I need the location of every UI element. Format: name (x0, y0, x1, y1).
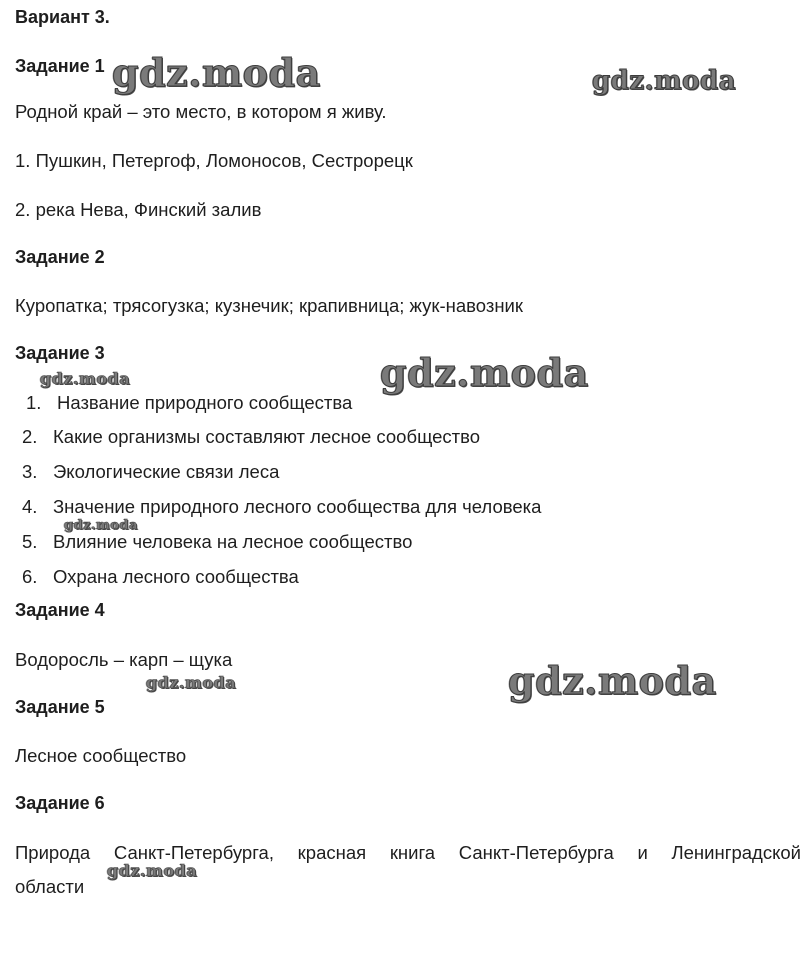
list-number: 5. (22, 531, 38, 552)
task-6-line-2: области (15, 876, 85, 897)
list-text: Значение природного лесного сообщества для человека (53, 496, 542, 517)
watermark: gdz.moda (146, 673, 237, 692)
task-1-line-2: 1. Пушкин, Петергоф, Ломоносов, Сестрорецк (15, 150, 413, 171)
task-3-list-item (22, 531, 412, 553)
list-number: 4. (22, 496, 38, 517)
list-number: 6. (22, 566, 38, 587)
list-text: Экологические связи леса (53, 461, 280, 482)
list-number: 2. (22, 426, 38, 447)
list-number: 3. (22, 461, 38, 482)
list-text: Название природного сообщества (57, 392, 353, 413)
watermark: gdz.moda (64, 518, 139, 533)
task-3-list-item (26, 392, 352, 414)
task-3-heading: Задание 3 (15, 343, 105, 363)
watermark: gdz.moda (508, 658, 717, 703)
task-1-line-3: 2. река Нева, Финский залив (15, 199, 262, 220)
variant-title: Вариант 3. (15, 7, 110, 27)
task-2-heading: Задание 2 (15, 247, 105, 267)
task-3-list-item (22, 461, 279, 483)
task-5-line-1: Лесное сообщество (15, 745, 187, 766)
watermark: gdz.moda (380, 350, 589, 395)
watermark: gdz.moda (107, 861, 198, 880)
task-3-list-item (22, 566, 299, 588)
watermark: gdz.moda (40, 369, 131, 388)
task-4-line-1: Водоросль – карп – щука (15, 649, 233, 670)
task-5-heading: Задание 5 (15, 697, 105, 717)
task-3-list-item (22, 426, 480, 448)
task-6-heading: Задание 6 (15, 793, 105, 813)
watermark: gdz.moda (112, 50, 321, 95)
list-text: Охрана лесного сообщества (53, 566, 299, 587)
task-6-line-1: Природа Санкт-Петербурга, красная книга Санкт-Петербурга и Ленинградской (15, 842, 801, 863)
watermark: gdz.moda (592, 66, 737, 96)
list-text: Влияние человека на лесное сообщество (53, 531, 413, 552)
task-4-heading: Задание 4 (15, 600, 105, 620)
task-3-list-item (22, 496, 541, 518)
task-1-heading: Задание 1 (15, 56, 105, 76)
task-1-line-1: Родной край – это место, в котором я живу. (15, 101, 387, 122)
list-text: Какие организмы составляют лесное сообщество (53, 426, 480, 447)
list-number: 1. (26, 392, 42, 413)
task-2-line-1: Куропатка; трясогузка; кузнечик; крапивница; жук-навозник (15, 295, 523, 316)
